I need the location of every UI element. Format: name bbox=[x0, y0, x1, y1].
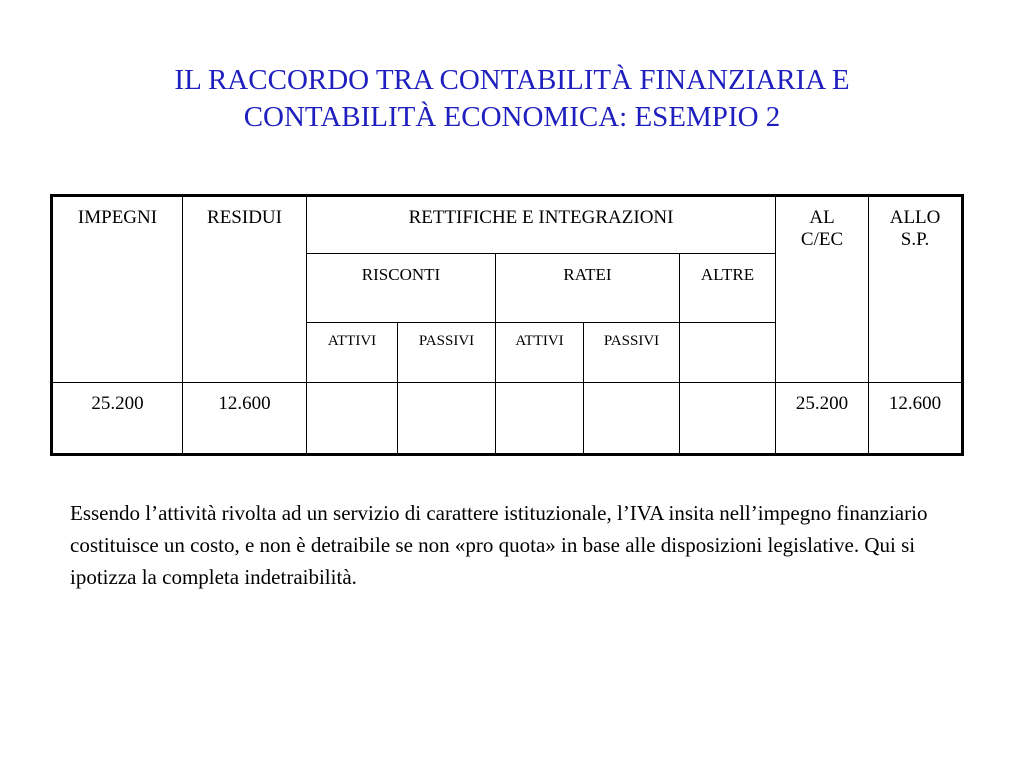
header-risconti: RISCONTI bbox=[307, 254, 496, 323]
slide-title-line-1: IL RACCORDO TRA CONTABILITÀ FINANZIARIA E bbox=[174, 64, 850, 96]
slide-title bbox=[60, 62, 964, 136]
header-ratei: RATEI bbox=[496, 254, 680, 323]
header-impegni: IMPEGNI bbox=[52, 196, 183, 383]
cell-ratei-passivi bbox=[584, 383, 680, 455]
table-row bbox=[52, 383, 963, 455]
cell-allo-sp: 12.600 bbox=[869, 383, 963, 455]
explanatory-paragraph: Essendo l’attività rivolta ad un servizio di carattere istituzionale, l’IVA insita nell’impegno finanziario costituisce un costo, e non è detraibile se non «pro quota» in base alle disposizioni legislative. Qui si ipotizza la completa indetraibilità. bbox=[70, 501, 928, 589]
header-allo-sp-line-2: S.P. bbox=[900, 229, 930, 250]
reconciliation-table bbox=[50, 194, 964, 456]
header-allo-sp-line-1: ALLO bbox=[889, 207, 941, 228]
header-risconti-attivi: ATTIVI bbox=[307, 323, 398, 383]
header-rettifiche-e-integrazioni: RETTIFICHE E INTEGRAZIONI bbox=[307, 196, 776, 254]
header-allo-sp bbox=[869, 196, 963, 383]
cell-altre bbox=[680, 383, 776, 455]
cell-risconti-attivi bbox=[307, 383, 398, 455]
header-risconti-passivi: PASSIVI bbox=[398, 323, 496, 383]
header-ratei-attivi: ATTIVI bbox=[496, 323, 584, 383]
header-al-cec bbox=[776, 196, 869, 383]
cell-impegni: 25.200 bbox=[52, 383, 183, 455]
header-residui: RESIDUI bbox=[183, 196, 307, 383]
cell-residui: 12.600 bbox=[183, 383, 307, 455]
slide-title-line-2: CONTABILITÀ ECONOMICA: ESEMPIO 2 bbox=[243, 101, 781, 133]
cell-al-cec: 25.200 bbox=[776, 383, 869, 455]
header-row-1 bbox=[52, 196, 963, 254]
header-ratei-passivi: PASSIVI bbox=[584, 323, 680, 383]
header-altre-sub bbox=[680, 323, 776, 383]
header-al-cec-line-1: AL bbox=[809, 207, 835, 228]
cell-ratei-attivi bbox=[496, 383, 584, 455]
header-altre: ALTRE bbox=[680, 254, 776, 323]
cell-risconti-passivi bbox=[398, 383, 496, 455]
header-al-cec-line-2: C/EC bbox=[800, 229, 844, 250]
